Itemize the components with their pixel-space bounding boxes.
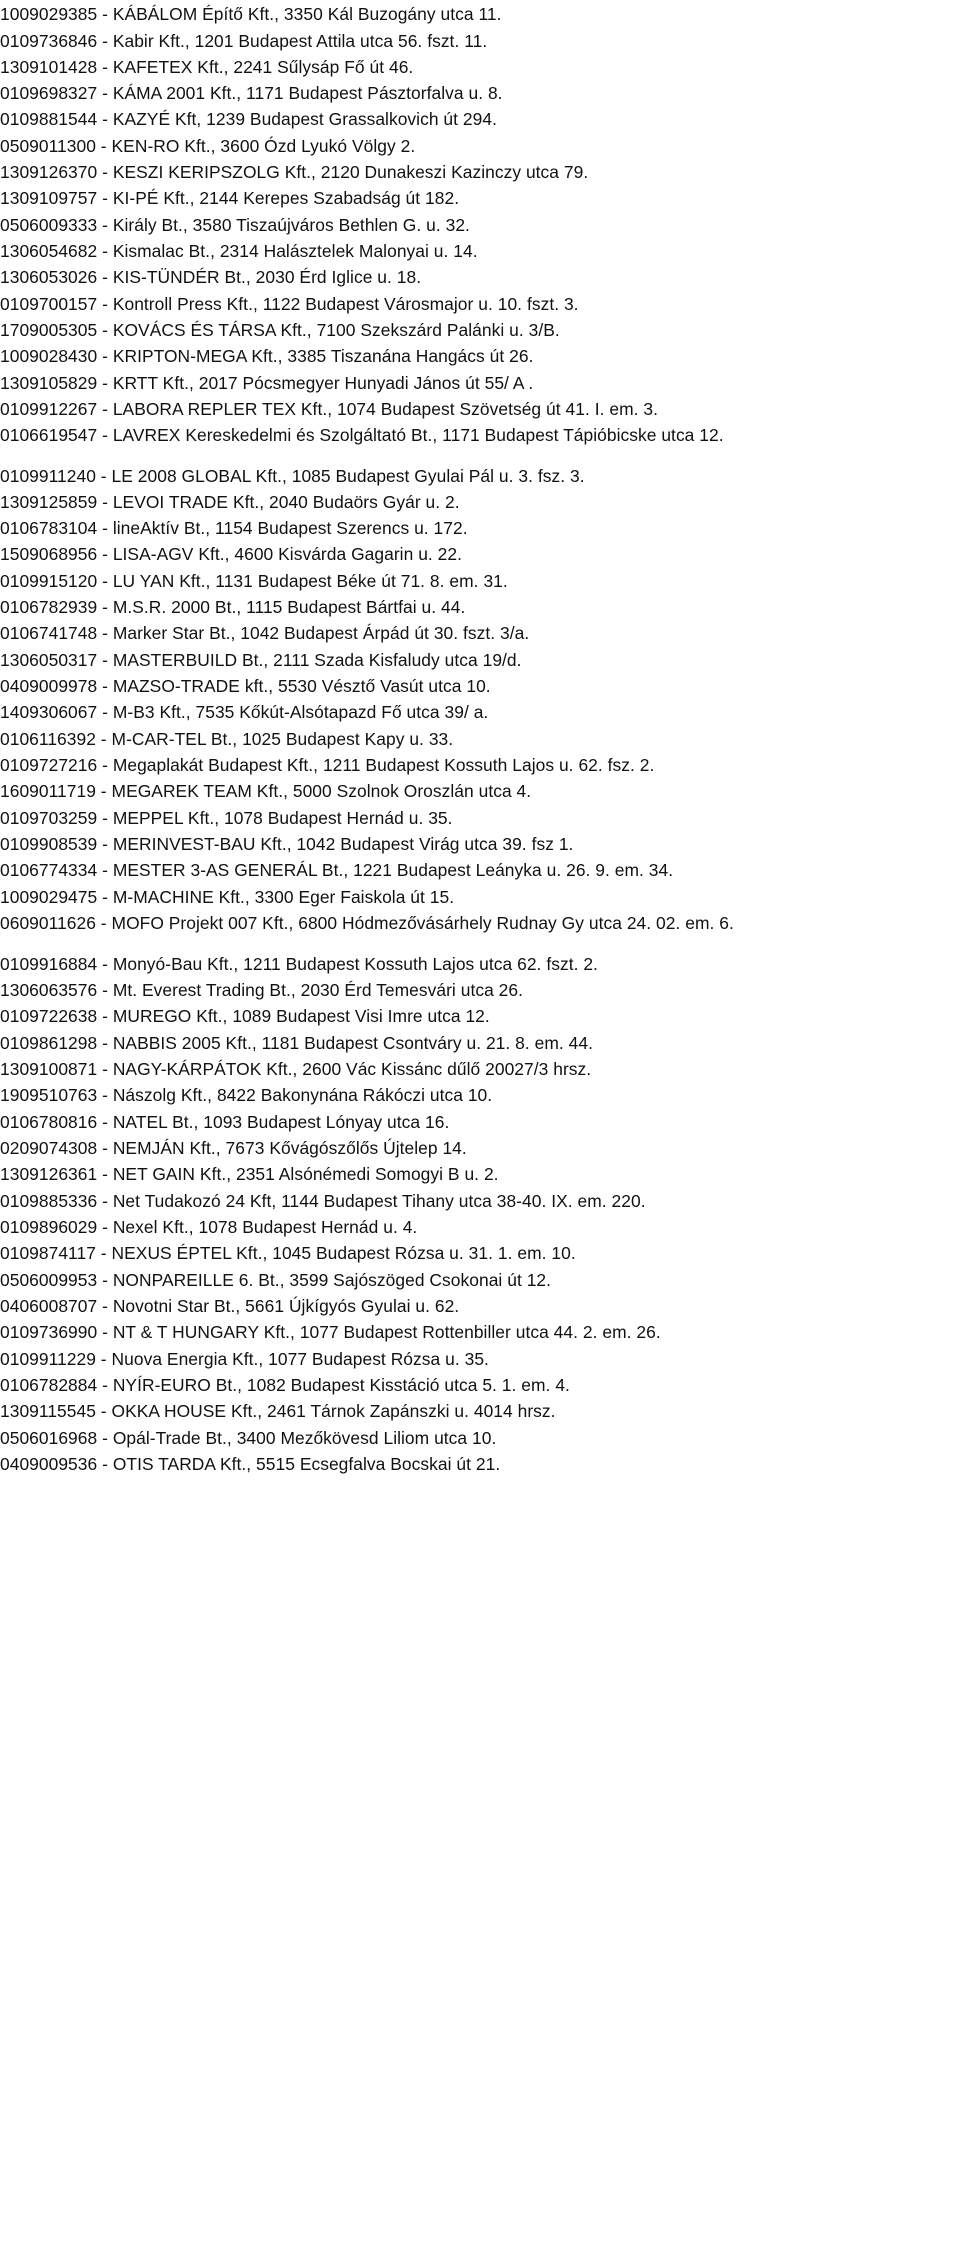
list-item: 1709005305 - KOVÁCS ÉS TÁRSA Kft., 7100 Szekszárd Palánki u. 3/B. bbox=[0, 320, 560, 340]
list-item: 0506016968 - Opál-Trade Bt., 3400 Mezőkövesd Liliom utca 10. bbox=[0, 1428, 497, 1448]
list-item: 1309126370 - KESZI KERIPSZOLG Kft., 2120 Dunakeszi Kazinczy utca 79. bbox=[0, 162, 589, 182]
list-item: 0109881544 - KAZYÉ Kft, 1239 Budapest Grassalkovich út 294. bbox=[0, 109, 497, 129]
list-item: 0106774334 - MESTER 3-AS GENERÁL Bt., 1221 Budapest Leányka u. 26. 9. em. 34. bbox=[0, 860, 674, 880]
list-item: 1409306067 - M-B3 Kft., 7535 Kőkút-Alsótapazd Fő utca 39/ a. bbox=[0, 702, 489, 722]
list-item: 1009029475 - M-MACHINE Kft., 3300 Eger Faiskola út 15. bbox=[0, 887, 455, 907]
list-item: 0106782939 - M.S.R. 2000 Bt., 1115 Budapest Bártfai u. 44. bbox=[0, 597, 466, 617]
list-item: 0506009953 - NONPAREILLE 6. Bt., 3599 Sajószöged Csokonai út 12. bbox=[0, 1270, 552, 1290]
list-item: 0109915120 - LU YAN Kft., 1131 Budapest Béke út 71. 8. em. 31. bbox=[0, 571, 508, 591]
list-item: 1309105829 - KRTT Kft., 2017 Pócsmegyer Hunyadi János út 55/ A . bbox=[0, 373, 534, 393]
list-item: 1509068956 - LISA-AGV Kft., 4600 Kisvárda Gagarin u. 22. bbox=[0, 544, 463, 564]
list-item: 1609011719 - MEGAREK TEAM Kft., 5000 Szolnok Oroszlán utca 4. bbox=[0, 781, 532, 801]
list-item: 1309109757 - KI-PÉ Kft., 2144 Kerepes Szabadság út 182. bbox=[0, 188, 460, 208]
list-item: 0109912267 - LABORA REPLER TEX Kft., 1074 Budapest Szövetség út 41. I. em. 3. bbox=[0, 399, 659, 419]
list-item: 0409009978 - MAZSO-TRADE kft., 5530 Vésztő Vasút utca 10. bbox=[0, 676, 491, 696]
list-item: 0109727216 - Megaplakát Budapest Kft., 1211 Budapest Kossuth Lajos u. 62. fsz. 2. bbox=[0, 755, 655, 775]
list-item: 1306063576 - Mt. Everest Trading Bt., 2030 Érd Temesvári utca 26. bbox=[0, 980, 524, 1000]
list-item: 1309125859 - LEVOI TRADE Kft., 2040 Budaörs Gyár u. 2. bbox=[0, 492, 460, 512]
list-item: 0109874117 - NEXUS ÉPTEL Kft., 1045 Budapest Rózsa u. 31. 1. em. 10. bbox=[0, 1243, 576, 1263]
list-item: 0106782884 - NYÍR-EURO Bt., 1082 Budapest Kisstáció utca 5. 1. em. 4. bbox=[0, 1375, 570, 1395]
list-item: 0109736990 - NT & T HUNGARY Kft., 1077 Budapest Rottenbiller utca 44. 2. em. 26. bbox=[0, 1322, 661, 1342]
list-item: 1306050317 - MASTERBUILD Bt., 2111 Szada Kisfaludy utca 19/d. bbox=[0, 650, 522, 670]
list-item: 1909510763 - Nászolg Kft., 8422 Bakonynána Rákóczi utca 10. bbox=[0, 1085, 493, 1105]
list-item: 1309126361 - NET GAIN Kft., 2351 Alsónémedi Somogyi B u. 2. bbox=[0, 1164, 499, 1184]
list-item: 0109896029 - Nexel Kft., 1078 Budapest Hernád u. 4. bbox=[0, 1217, 418, 1237]
list-item: 0209074308 - NEMJÁN Kft., 7673 Kővágószőlős Újtelep 14. bbox=[0, 1138, 467, 1158]
list-item: 0106619547 - LAVREX Kereskedelmi és Szolgáltató Bt., 1171 Budapest Tápióbicske utca 12. bbox=[0, 425, 724, 445]
list-item: 0109736846 - Kabir Kft., 1201 Budapest Attila utca 56. fszt. 11. bbox=[0, 31, 488, 51]
list-item: 0106116392 - M-CAR-TEL Bt., 1025 Budapest Kapy u. 33. bbox=[0, 729, 454, 749]
list-item: 0109885336 - Net Tudakozó 24 Kft, 1144 Budapest Tihany utca 38-40. IX. em. 220. bbox=[0, 1191, 646, 1211]
list-item: 1306053026 - KIS-TÜNDÉR Bt., 2030 Érd Iglice u. 18. bbox=[0, 267, 422, 287]
list-item: 0106783104 - lineAktív Bt., 1154 Budapest Szerencs u. 172. bbox=[0, 518, 468, 538]
list-item: 0609011626 - MOFO Projekt 007 Kft., 6800 Hódmezővásárhely Rudnay Gy utca 24. 02. em. 6. bbox=[0, 913, 734, 933]
list-item: 0509011300 - KEN-RO Kft., 3600 Ózd Lyukó Völgy 2. bbox=[0, 136, 416, 156]
list-item: 1009029385 - KÁBÁLOM Építő Kft., 3350 Kál Buzogány utca 11. bbox=[0, 4, 502, 24]
list-item: 0506009333 - Király Bt., 3580 Tiszaújváros Bethlen G. u. 32. bbox=[0, 215, 470, 235]
list-item: 1309100871 - NAGY-KÁRPÁTOK Kft., 2600 Vác Kissánc dűlő 20027/3 hrsz. bbox=[0, 1059, 592, 1079]
list-item: 0109861298 - NABBIS 2005 Kft., 1181 Budapest Csontváry u. 21. 8. em. 44. bbox=[0, 1033, 594, 1053]
list-item: 1309101428 - KAFETEX Kft., 2241 Sűlysáp Fő út 46. bbox=[0, 57, 414, 77]
list-item: 0109908539 - MERINVEST-BAU Kft., 1042 Budapest Virág utca 39. fsz 1. bbox=[0, 834, 574, 854]
list-item: 0109722638 - MUREGO Kft., 1089 Budapest Visi Imre utca 12. bbox=[0, 1006, 490, 1026]
list-item: 1009028430 - KRIPTON-MEGA Kft., 3385 Tiszanána Hangács út 26. bbox=[0, 346, 534, 366]
list-item: 0109916884 - Monyó-Bau Kft., 1211 Budapest Kossuth Lajos utca 62. fszt. 2. bbox=[0, 954, 598, 974]
list-item: 0109703259 - MEPPEL Kft., 1078 Budapest Hernád u. 35. bbox=[0, 808, 453, 828]
list-item: 0109700157 - Kontroll Press Kft., 1122 Budapest Városmajor u. 10. fszt. 3. bbox=[0, 294, 579, 314]
list-item: 1309115545 - OKKA HOUSE Kft., 2461 Tárnok Zapánszki u. 4014 hrsz. bbox=[0, 1401, 556, 1421]
list-item: 0106780816 - NATEL Bt., 1093 Budapest Lónyay utca 16. bbox=[0, 1112, 450, 1132]
list-item: 0109911229 - Nuova Energia Kft., 1077 Budapest Rózsa u. 35. bbox=[0, 1349, 489, 1369]
list-item: 0406008707 - Novotni Star Bt., 5661 Újkígyós Gyulai u. 62. bbox=[0, 1296, 460, 1316]
list-item: 0109698327 - KÁMA 2001 Kft., 1171 Budapest Pásztorfalva u. 8. bbox=[0, 83, 503, 103]
list-item: 0106741748 - Marker Star Bt., 1042 Budapest Árpád út 30. fszt. 3/a. bbox=[0, 623, 530, 643]
list-item: 0409009536 - OTIS TARDA Kft., 5515 Ecsegfalva Bocskai út 21. bbox=[0, 1454, 501, 1474]
list-item: 1306054682 - Kismalac Bt., 2314 Halásztelek Malonyai u. 14. bbox=[0, 241, 478, 261]
list-item: 0109911240 - LE 2008 GLOBAL Kft., 1085 Budapest Gyulai Pál u. 3. fsz. 3. bbox=[0, 466, 585, 486]
